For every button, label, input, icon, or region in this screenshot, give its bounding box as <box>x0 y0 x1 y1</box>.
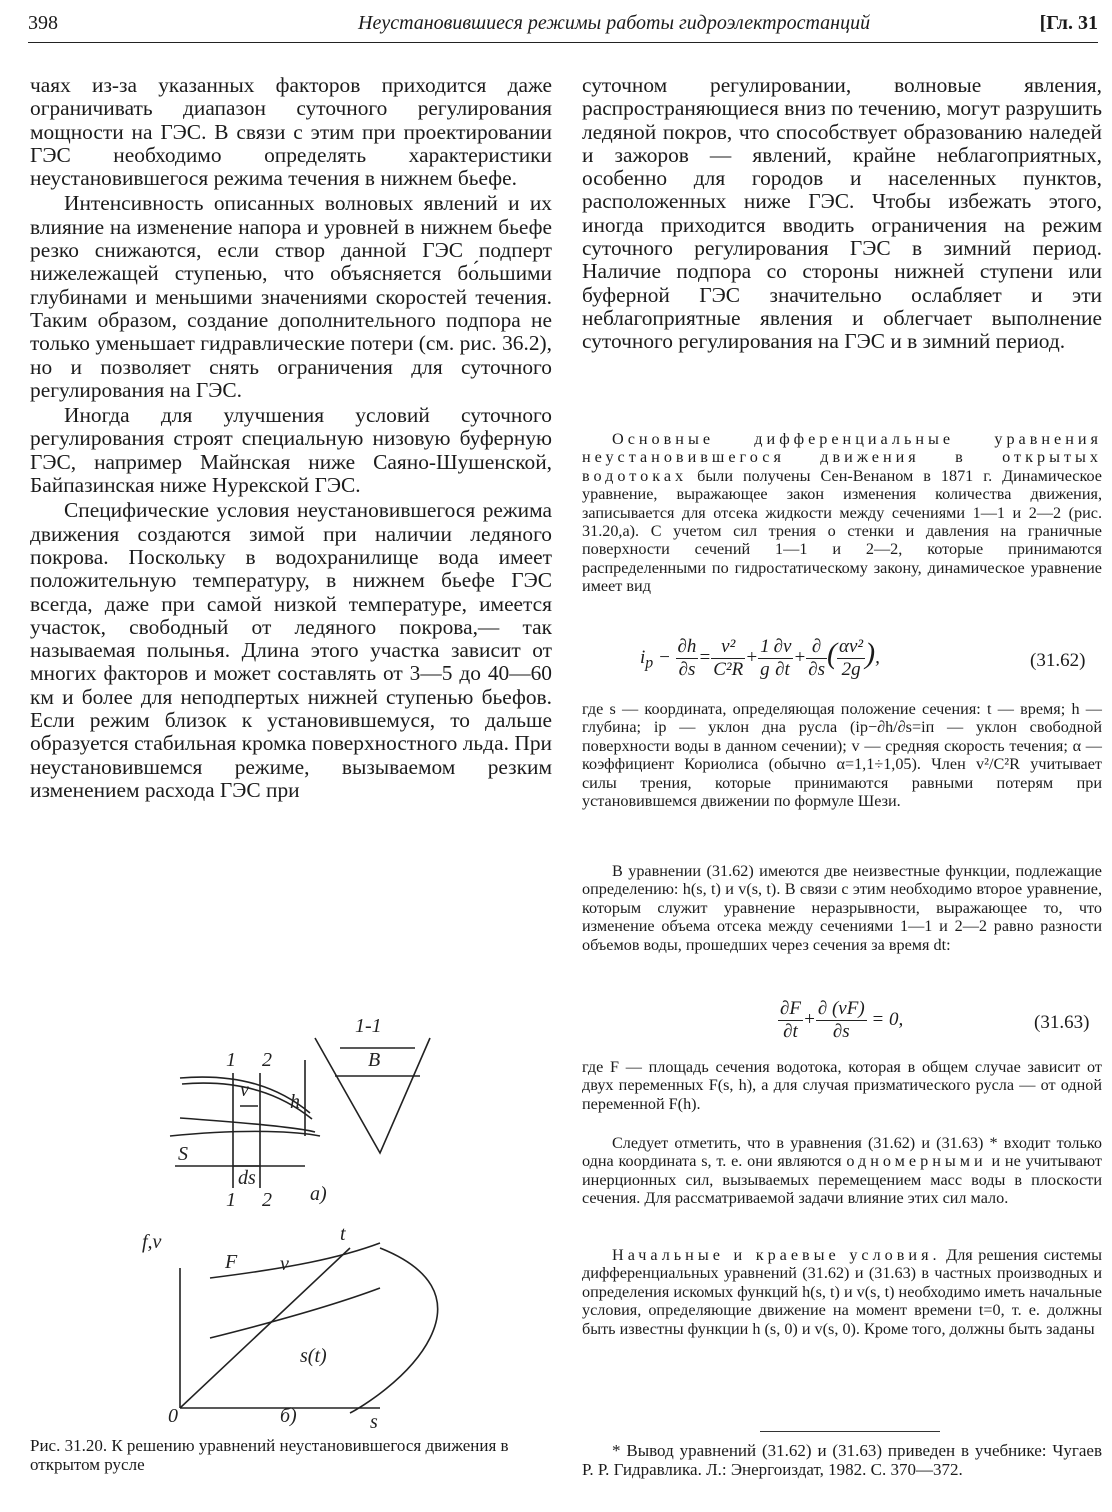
page-number: 398 <box>28 12 58 34</box>
figure-label: a) <box>310 1183 327 1205</box>
figure-label: s <box>370 1411 378 1430</box>
paragraph: В уравнении (31.62) имеются две неизвестные функции, подлежащие определению: h(s, t) и v(s, t). В связи с этим необходимо второе уравнение, которым служит уравнение неразрывности, выражающее то, что изменение объема отсека между сечениями 1—1 и 2—2 равно разности объемов воды, прошедших через сечения за время dt: <box>582 862 1102 954</box>
eq-term: ∂s <box>832 1021 850 1042</box>
footnote <box>582 1441 1102 1479</box>
eq-term: ∂ (vF) <box>817 998 865 1019</box>
figure-label: 0 <box>168 1405 178 1427</box>
paragraph: Специфические условия неустановившегося режима движения создаются зимой при наличии ледяного покрова. Поскольку в водохранилище вода имеет положительную температуру, в нижнем бьефе ГЭС всегда, даже при самой низкой температуре, имеется участок, свободный от ледяного покрова,— так называемая полынья. Длина этого участка зависит от многих факторов и может составлять от 3—5 до 40—60 км и более для неподпертых нижней ступенью бьефов. Если режим близок к установившемуся, то дальше образуется стабильная кромка поверхностного льда. При неустановившемся режиме, вызываемом резким изменением расхода ГЭС при <box>30 498 552 802</box>
channel-bed-line <box>170 1131 320 1136</box>
spaced-heading: Основные дифференциальные уравнения неустановившегося движения в открытых водотоках <box>582 430 1102 485</box>
eq-term: р <box>645 654 654 672</box>
right-column-top <box>582 74 1102 354</box>
eq-term: + <box>803 1008 816 1030</box>
eq-term: i <box>640 646 646 668</box>
eq-term: g <box>760 659 770 680</box>
figure-label: v <box>280 1253 289 1275</box>
figure-label: t <box>340 1223 346 1245</box>
paragraph-text: были получены Сен-Венаном в 1871 г. Динамическое уравнение, выражающее закон изменения количества движения, записывается для отсека жидкости между сечениями 1—1 и 2—2 (рис. 31.20,а). С учетом сил трения о стенки и давления на граничные поверхности сечений 1—1 и 2—2, которые принимаются распределенными по гидростатическому закону, динамическое уравнение имеет вид <box>582 466 1102 596</box>
eq-term: ∂v <box>773 636 792 657</box>
figure-caption: Рис. 31.20. К решению уравнений неустановившегося движения в открытом русле <box>30 1436 509 1474</box>
figure-label: F <box>225 1251 238 1273</box>
figure-label: 1 <box>226 1049 236 1071</box>
spaced-heading: Начальные и краевые условия. <box>612 1246 941 1264</box>
left-column <box>30 74 552 804</box>
figure-label: ds <box>238 1167 256 1189</box>
paragraph: чаях из-за указанных факторов приходится даже ограничивать диапазон суточного регулирования мощности на ГЭС. В связи с этим при проектировании ГЭС необходимо определять характеристики неустановившегося режима течения в нижнем бьефе. <box>30 73 552 191</box>
eq-term: ∂s <box>678 659 696 680</box>
footnote-rule <box>760 1431 940 1432</box>
figure-label: f,v <box>142 1231 162 1253</box>
eq-term: αv² <box>839 636 864 657</box>
eq-term: ∂t <box>775 659 790 680</box>
figure-label: 2 <box>262 1189 272 1211</box>
eq-term: , <box>875 646 880 668</box>
spaced-term: одномерными <box>846 1152 987 1171</box>
figure-label: б) <box>280 1405 297 1427</box>
paragraph: Интенсивность описанных волновых явлений и их влияние на изменение напора и уровней в нижнем бьефе резко снижаются, если створ данной ГЭС подперт нижележащей ступенью, что объясняется бо́льшими глубинами и меньшими значениями скоростей течения. Таким образом, создание дополнительного подпора не только уменьшает гидравлические потери (см. рис. 36.2), но и позволяет снять ограничения для суточного регулирования на ГЭС. <box>30 191 552 402</box>
paragraph <box>582 430 1102 596</box>
paragraph: суточном регулировании, волновые явления, распространяющиеся вниз по течению, могут разрушить ледяной покров, что способствует образованию наледей и зажоров — явлений, крайне неблагоприятных, особенно для городов и населенных пунктов, расположенных ниже ГЭС. Чтобы избежать этого, иногда приходится вводить ограничения на режим суточного регулирования ГЭС в зимний период. Наличие подпора со стороны нижней ступени или буферной ГЭС значительно ослабляет и эти неблагоприятные явления и облегчает выполнение суточного регулирования на ГЭС и в зимний период. <box>582 73 1102 354</box>
eq-term: 1 <box>760 636 770 657</box>
running-title: Неустановившиеся режимы работы гидроэлектростанций <box>358 12 871 34</box>
eq-term: v² <box>711 636 745 659</box>
s-t-line <box>180 1248 350 1408</box>
eq-term: ∂F <box>780 998 801 1019</box>
eq-term: − <box>653 646 676 668</box>
figure-label: B <box>368 1049 381 1071</box>
notation-block <box>582 700 1102 810</box>
eq-term: 2g <box>841 659 861 680</box>
paragraph-text: и не учитывают инерционных сил, вызываемых перемещением масс воды в плоскости сечения. Для рассматриваемой задачи влияние этих сил мало. <box>582 1152 1102 1208</box>
figure-label: s(t) <box>300 1345 327 1367</box>
equations-intro <box>582 430 1102 596</box>
eq-term: ) <box>865 636 876 670</box>
eq-term: ∂h <box>677 636 697 657</box>
eq-term: + <box>793 646 807 668</box>
eq-term: C²R <box>713 659 744 680</box>
paragraph-text: Следует отметить, что в уравнения (31.62) и (31.63) * входит только одна координата s, т. е. они являются <box>582 1134 1102 1171</box>
area-definition <box>582 1058 1102 1113</box>
one-dimensional-note <box>582 1134 1102 1208</box>
channel-bed-line <box>180 1118 315 1132</box>
eq-term: ∂t <box>783 1021 798 1042</box>
eq-term: ∂s <box>808 659 826 680</box>
paragraph <box>582 1134 1102 1208</box>
curve-bottom <box>210 1288 380 1338</box>
figure-31-20 <box>130 1018 550 1430</box>
paragraph-text: Для решения системы дифференциальных уравнений (31.62) и (31.63) в частных производных и определения искомых функций h(s, t) и v(s, t) необходимо иметь начальные условия, определяющие движение на момент времени t=0, т. е. должны быть известны функции h (s, 0) и v(s, 0). Кроме того, должны быть заданы <box>582 1246 1102 1338</box>
equation-31-62 <box>640 636 880 681</box>
figure-label: 1 <box>226 1189 236 1211</box>
equation-31-63 <box>778 998 903 1043</box>
equation-number: (31.63) <box>1034 1012 1090 1033</box>
running-header <box>28 10 1098 43</box>
boundary-conditions <box>582 1246 1102 1338</box>
paragraph: где s — координата, определяющая положение сечения: t — время; h — глубина; iр — уклон дна русла (iр−∂h/∂s=iп — уклон свободной поверхности воды в данном сечении); v — средняя скорость течения; α — коэффициент Кориолиса (обычно α=1,1÷1,05). Член v²/C²R учитывает силы трения, которые принимаются равными потерям при установившемся движении по формуле Шези. <box>582 700 1102 811</box>
figure-label: 2 <box>262 1049 272 1071</box>
eq-term: = <box>698 646 712 668</box>
eq-term: + <box>745 646 759 668</box>
paragraph: Иногда для улучшения условий суточного регулирования строят специальную низовую буферную ГЭС, например Майнская ниже Саяно-Шушенской, Байпазинская ниже Нурекской ГЭС. <box>30 403 552 498</box>
eq-term: ∂ <box>806 636 827 659</box>
figure-label: S <box>178 1143 188 1165</box>
figure-label: 1-1 <box>355 1018 382 1037</box>
paragraph: где F — площадь сечения водотока, которая в общем случае зависит от двух переменных F(s, h), а для случая призматического русла — от одной переменной F(h). <box>582 1058 1102 1113</box>
paragraph: * Вывод уравнений (31.62) и (31.63) приведен в учебнике: Чугаев Р. Р. Гидравлика. Л.: Энергоиздат, 1982. С. 370—372. <box>582 1441 1102 1479</box>
equation-number: (31.62) <box>1030 650 1086 671</box>
figure-label: h <box>290 1091 300 1113</box>
continuity-intro <box>582 862 1102 954</box>
eq-term: ( <box>827 636 838 670</box>
figure-label: v <box>240 1079 249 1101</box>
eq-term: = 0, <box>866 1008 904 1030</box>
paragraph <box>582 1246 1102 1338</box>
chapter-label: [Гл. 31 <box>1039 12 1098 34</box>
boundary-curve <box>350 1248 438 1413</box>
